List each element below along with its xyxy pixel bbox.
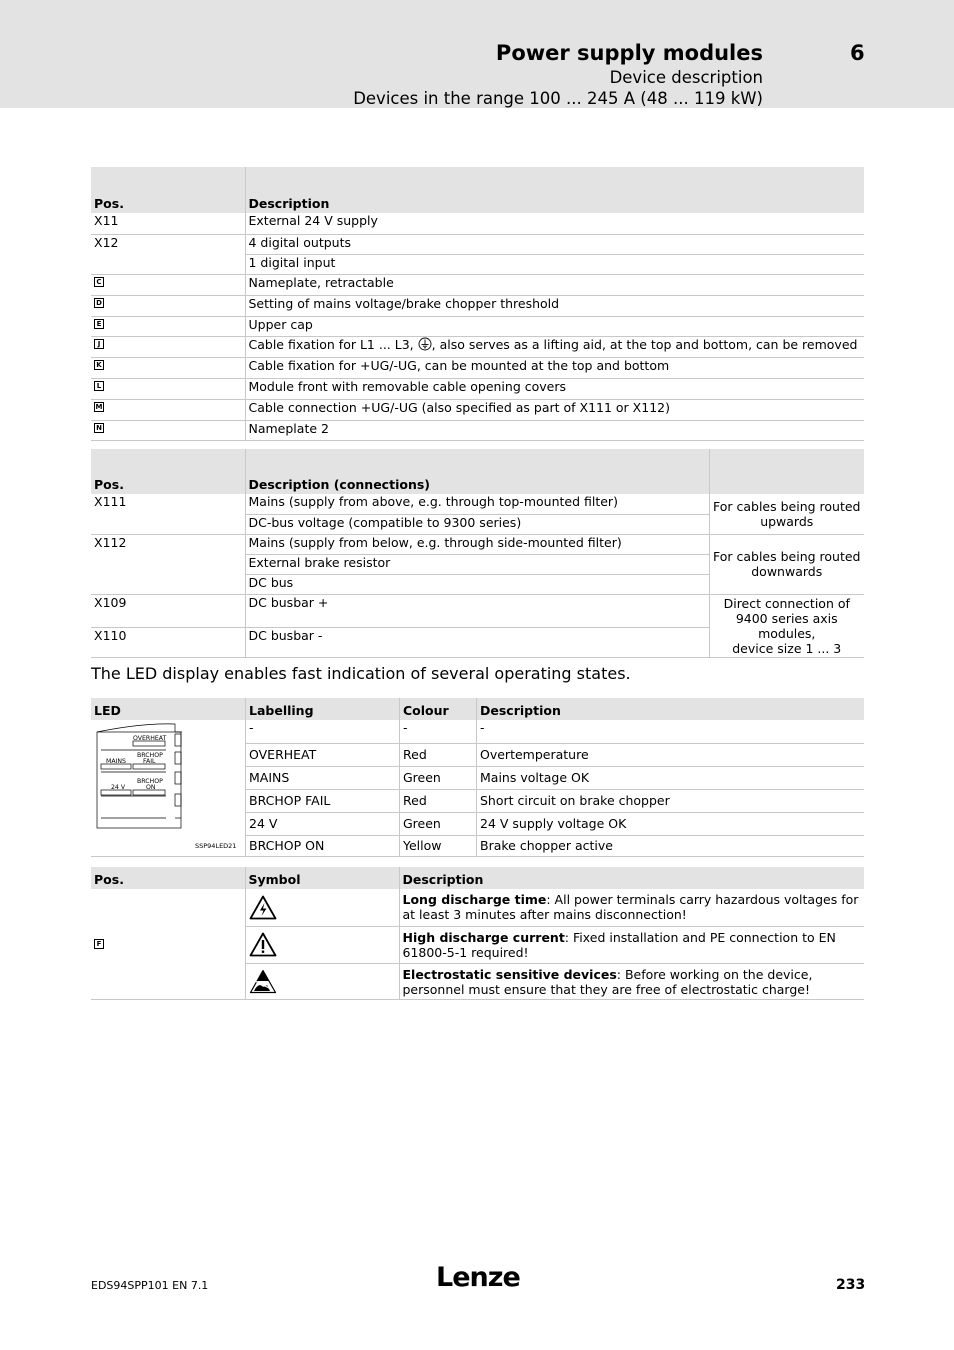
table-row: 24 V Green 24 V supply voltage OK: [91, 812, 864, 835]
table-row: OVERHEAT Red Overtemperature: [91, 743, 864, 766]
page-number: 233: [836, 1277, 866, 1293]
led-label-mains: MAINS: [106, 758, 126, 765]
table-row: 1 digital input: [91, 254, 864, 274]
table-row: K Cable fixation for +UG/-UG, can be mounted at the top and bottom: [91, 357, 864, 378]
table-led: [91, 698, 864, 857]
col-led: LED: [91, 698, 246, 720]
col-description-connections: Description (connections): [245, 449, 709, 494]
table-row: J Cable fixation for L1 ... L3, , also serves as a lifting aid, at the top and bottom, can be removed: [91, 336, 864, 357]
table-connections: [91, 449, 864, 658]
table-positions: [91, 167, 864, 441]
table-row: DC-bus voltage (compatible to 9300 series): [91, 514, 864, 534]
col-led-description: Description: [477, 698, 865, 720]
table-row: X110 DC busbar -: [91, 627, 864, 657]
col-pos: Pos.: [91, 449, 245, 494]
led-label-brchop-on-1: BRCHOP: [137, 778, 163, 785]
position-key-icon: D: [94, 298, 104, 308]
col-colour: Colour: [400, 698, 477, 720]
image-caption: SSP94LED21: [195, 842, 237, 850]
table-row: X111 Mains (supply from above, e.g. through top-mounted filter) For cables being routed upwards: [91, 494, 864, 514]
position-key-icon: F: [94, 939, 104, 949]
brand-logo: Lenze: [436, 1262, 520, 1293]
table-row: X112 Mains (supply from below, e.g. through side-mounted filter) For cables being routed downwards: [91, 534, 864, 554]
led-label-brchop-on-2: ON: [146, 784, 156, 791]
ground-icon: [418, 337, 432, 351]
table-row: E Upper cap: [91, 316, 864, 336]
table-row: High discharge current: Fixed installation and PE connection to EN 61800-5-1 required!: [91, 926, 864, 963]
col-description: Description: [245, 167, 864, 213]
table-row: L Module front with removable cable opening covers: [91, 378, 864, 399]
position-key-icon: K: [94, 360, 104, 370]
warning-icon: [249, 932, 277, 957]
footer-doc-id: EDS94SPP101 EN 7.1: [91, 1279, 209, 1292]
table-row: DC bus: [91, 574, 864, 594]
position-key-icon: C: [94, 277, 104, 287]
esd-icon: [249, 969, 277, 994]
col-pos: Pos.: [91, 167, 245, 213]
led-label-brchop-fail-1: BRCHOP: [137, 752, 163, 759]
col-symbol: Symbol: [245, 867, 399, 889]
table-row: OVERHEAT MAINS BRCHOP FAIL 24 V BRCHOP ON SSP94LED21 - - -: [91, 720, 864, 743]
led-label-24v: 24 V: [111, 784, 126, 791]
table-row: M Cable connection +UG/-UG (also specified as part of X111 or X112): [91, 399, 864, 420]
col-symbol-description: Description: [399, 867, 864, 889]
led-label-overheat: OVERHEAT: [133, 735, 167, 742]
table-row: X11 External 24 V supply: [91, 213, 864, 234]
position-key-icon: M: [95, 403, 103, 411]
led-intro-text: The LED display enables fast indication of several operating states.: [91, 664, 631, 683]
table-row: BRCHOP FAIL Red Short circuit on brake chopper: [91, 789, 864, 812]
col-pos: Pos.: [91, 867, 245, 889]
lightning-warning-icon: [249, 895, 277, 920]
table-row: X12 4 digital outputs: [91, 234, 864, 254]
table-row: MAINS Green Mains voltage OK: [91, 766, 864, 789]
table-row: C Nameplate, retractable: [91, 274, 864, 295]
table-row: D Setting of mains voltage/brake chopper threshold: [91, 295, 864, 316]
table-row: X109 DC busbar + Direct connection of 9400 series axis modules, device size 1 ... 3: [91, 594, 864, 627]
position-key-icon: L: [94, 381, 104, 391]
led-panel-image: [91, 720, 245, 856]
table-row: Electrostatic sensitive devices: Before working on the device, personnel must ensure that they are free of electrostatic charge!: [91, 963, 864, 999]
position-key-icon: J: [94, 339, 104, 349]
subsection-title: Devices in the range 100 ... 245 A (48 ... 119 kW): [353, 89, 763, 108]
position-key-icon: N: [94, 423, 104, 433]
table-symbols: [91, 867, 864, 1000]
section-title: Device description: [609, 68, 763, 87]
table-row: N Nameplate 2: [91, 420, 864, 440]
page-title: Power supply modules: [495, 41, 763, 65]
table-row: F Long discharge time: All power terminals carry hazardous voltages for at least 3 minutes after mains disconnection!: [91, 889, 864, 926]
table-row: External brake resistor: [91, 554, 864, 574]
led-label-brchop-fail-2: FAIL: [143, 758, 156, 765]
table-row: BRCHOP ON Yellow Brake chopper active: [91, 835, 864, 856]
col-labelling: Labelling: [246, 698, 400, 720]
position-key-icon: E: [94, 319, 104, 329]
chapter-number: 6: [850, 41, 865, 65]
